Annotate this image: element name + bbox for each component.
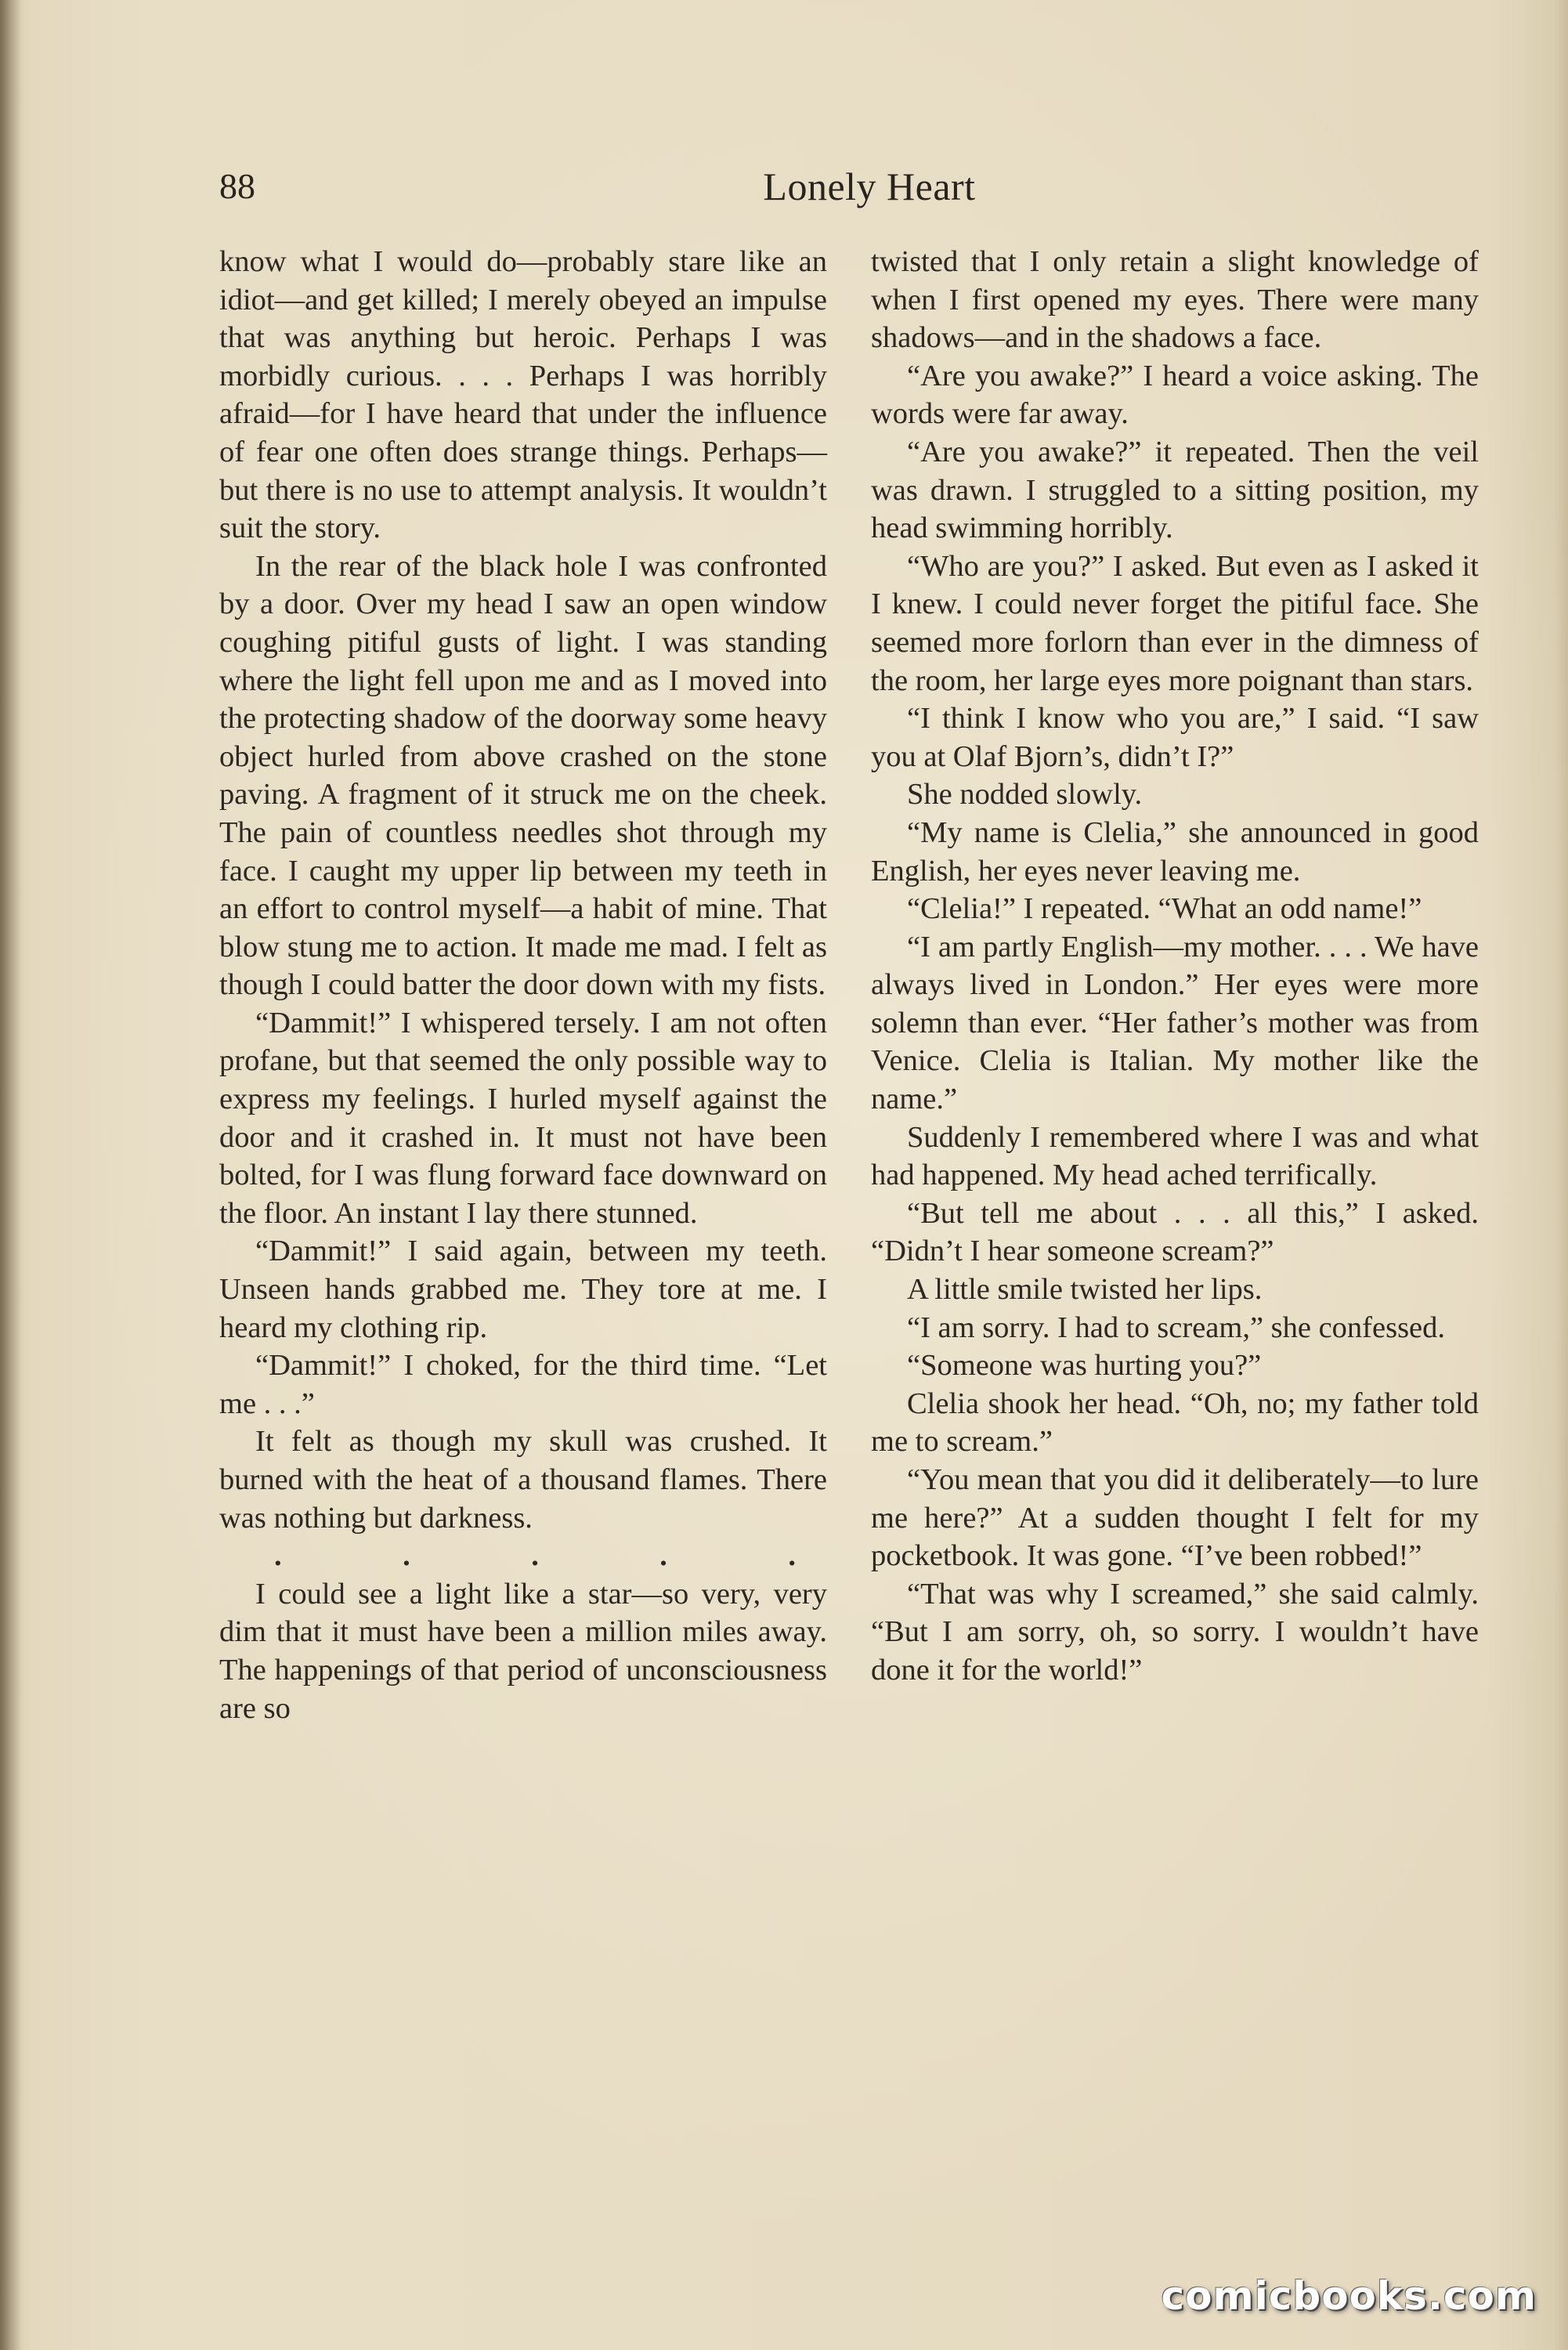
paragraph: “Someone was hurting you?” bbox=[907, 1349, 1262, 1383]
paragraph: twisted that I only retain a slight knowledge of when I first opened my eyes. There were many shadows—and in the shadows a face. bbox=[871, 245, 1479, 355]
paragraph: “Dammit!” I choked, for the third time. “Let me . . .” bbox=[219, 1349, 827, 1420]
paragraph: “You mean that you did it deliberately—to lure me here?” At a sudden thought I felt for my pocketbook. It was gone. “I’ve been robbed!” bbox=[871, 1463, 1479, 1573]
paragraph: “I am partly English—my mother. . . . We have always lived in London.” Her eyes were more solemn than ever. “Her father’s mother was from Venice. Clelia is Italian. My mother like the name.” bbox=[871, 930, 1479, 1116]
paragraph: “Are you awake?” I heard a voice asking. The words were far away. bbox=[871, 359, 1479, 431]
paragraph: “I think I know who you are,” I said. “I saw you at Olaf Bjorn’s, didn’t I?” bbox=[871, 702, 1479, 773]
paragraph: “That was why I screamed,” she said calmly. “But I am sorry, oh, so sorry. I wouldn’t have done it for the world!” bbox=[871, 1577, 1479, 1687]
paragraph: “Dammit!” I said again, between my teeth. Unseen hands grabbed me. They tore at me. I heard my clothing rip. bbox=[219, 1235, 827, 1344]
section-dot: . bbox=[788, 1539, 796, 1573]
section-dot: . bbox=[274, 1539, 282, 1573]
section-dot: . bbox=[403, 1539, 410, 1573]
paragraph: I could see a light like a star—so very, very dim that it must have been a million miles away. The happenings of that period of unconsciousness are so bbox=[219, 1577, 827, 1725]
section-dot: . bbox=[659, 1539, 667, 1573]
paragraph: “My name is Clelia,” she announced in good English, her eyes never leaving me. bbox=[871, 815, 1479, 888]
spine-shadow bbox=[0, 0, 22, 2350]
left-column bbox=[219, 243, 827, 1727]
paragraph: Clelia shook her head. “Oh, no; my father told me to scream.” bbox=[871, 1386, 1479, 1459]
paragraph: Suddenly I remembered where I was and what had happened. My head ached terrifically. bbox=[871, 1120, 1479, 1192]
paragraph: It felt as though my skull was crushed. It burned with the heat of a thousand flames. There was nothing but darkness. bbox=[219, 1425, 827, 1535]
paragraph: know what I would do—probably stare like an idiot—and get killed; I merely obeyed an impulse that was anything but heroic. Perhaps I was morbidly curious. . . . Perhaps I was horribly afraid—for I have heard that under the influence of fear one often does strange things. Perhaps—but there is no use to attempt analysis. It wouldn’t suit the story. bbox=[219, 245, 827, 545]
paragraph: “Who are you?” I asked. But even as I asked it I knew. I could never forget the pitiful face. She seemed more forlorn than ever in the dimness of the room, her large eyes more poignant than stars. bbox=[871, 549, 1479, 697]
paragraph: “Clelia!” I repeated. “What an odd name!” bbox=[907, 892, 1422, 926]
site-watermark: comicbooks.com bbox=[1161, 2273, 1537, 2319]
page-number: 88 bbox=[219, 166, 255, 206]
page-header bbox=[219, 163, 1480, 210]
paragraph: “But tell me about . . . all this,” I asked. “Didn’t I hear someone scream?” bbox=[871, 1196, 1479, 1268]
section-break-dots bbox=[219, 1537, 827, 1575]
section-dot: . bbox=[531, 1539, 539, 1573]
running-title: Lonely Heart bbox=[763, 164, 976, 208]
right-column bbox=[871, 243, 1479, 1690]
paragraph: “I am sorry. I had to scream,” she confessed. bbox=[907, 1311, 1446, 1344]
paragraph: A little smile twisted her lips. bbox=[907, 1273, 1263, 1307]
paragraph: She nodded slowly. bbox=[907, 778, 1143, 812]
paragraph: “Are you awake?” it repeated. Then the veil was drawn. I struggled to a sitting position, my head swimming horribly. bbox=[871, 435, 1479, 545]
paragraph: “Dammit!” I whispered tersely. I am not often profane, but that seemed the only possible way to express my feelings. I hurled myself against the door and it crashed in. It must not have been bolted, for I was flung forward face downward on the floor. An instant I lay there stunned. bbox=[219, 1006, 827, 1230]
paragraph: In the rear of the black hole I was confronted by a door. Over my head I saw an open window coughing pitiful gusts of light. I was standing where the light fell upon me and as I moved into the protecting shadow of the doorway some heavy object hurled from above crashed on the stone paving. A fragment of it struck me on the cheek. The pain of countless needles shot through my face. I caught my upper lip between my teeth in an effort to control myself—a habit of mine. That blow stung me to action. It made me mad. I felt as though I could batter the door down with my fists. bbox=[219, 549, 827, 1002]
